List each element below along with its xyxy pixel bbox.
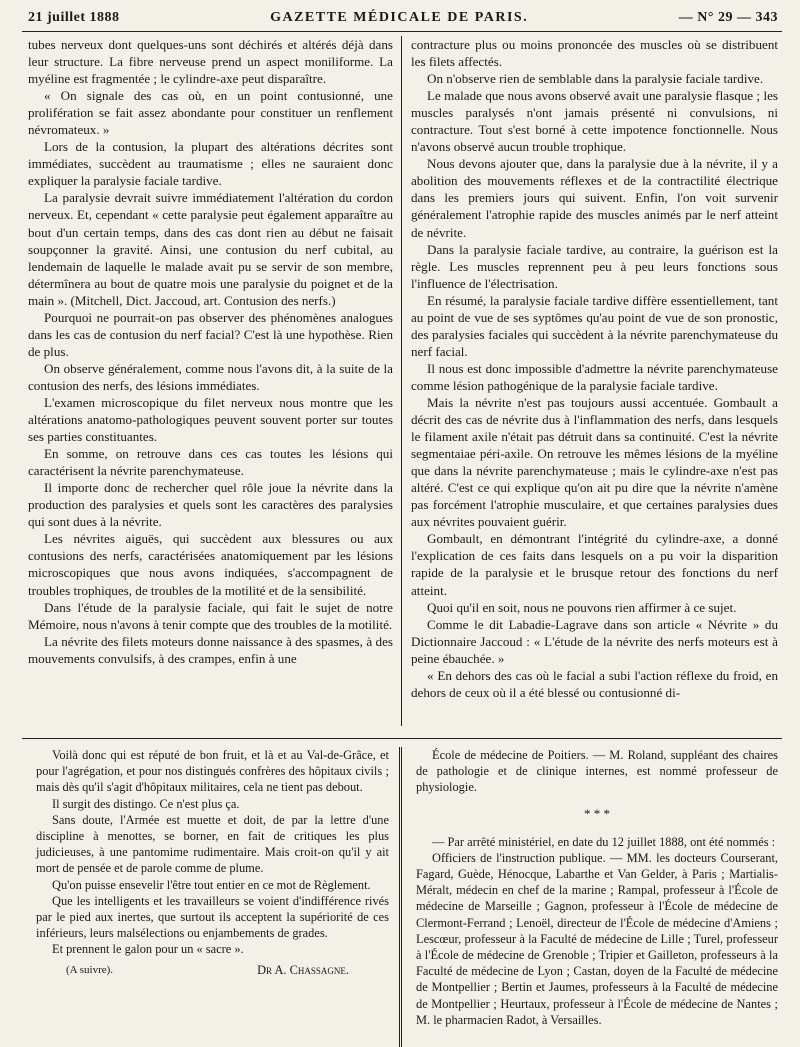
article-columns bbox=[22, 36, 782, 726]
paragraph: tubes nerveux dont quelques-uns sont déchirés et altérés déjà dans leur structure. La fibre nerveuse prend un aspect moniliforme. La myéline est fragmentée ; le cylindre-axe peut disparaître. bbox=[28, 37, 393, 87]
article-column-right bbox=[402, 36, 782, 726]
publication-title: GAZETTE MÉDICALE DE PARIS. bbox=[270, 10, 529, 25]
issue-page bbox=[679, 10, 778, 26]
article-column-left bbox=[22, 36, 402, 726]
paragraph: On observe généralement, comme nous l'avons dit, à la suite de la contusion des nerfs, des lésions immédiates. bbox=[28, 360, 393, 393]
signature-line bbox=[36, 962, 389, 978]
paragraph: « En dehors des cas où le facial a subi l'action réflexe du froid, en dehors de ceux où il a été blessé ou contusionné di- bbox=[411, 667, 778, 700]
paragraph: Comme le dit Labadie-Lagrave dans son article « Névrite » du Dictionnaire Jaccoud : « L'étude de la névrite des nerfs moteurs est à peine ébauchée. » bbox=[411, 616, 778, 666]
paragraph: Dans la paralysie faciale tardive, au contraire, la guérison est la règle. Les muscles reprennent peu à peu leurs fonctions sous l'influence de l'électrisation. bbox=[411, 241, 778, 291]
paragraph: Le malade que nous avons observé avait une paralysie flasque ; les muscles paralysés n'ont jamais présenté ni convulsions, ni contracture. Tout s'est borné à cette impotence fonctionnelle. Nous n'avons observé aucun trouble trophique. bbox=[411, 88, 778, 155]
paragraph: L'examen microscopique du filet nerveux nous montre que les altérations anatomo-pathologiques peuvent souvent porter sur toutes ses parties constituantes. bbox=[28, 394, 393, 445]
paragraph: Quoi qu'il en soit, nous ne pouvons rien affirmer à ce sujet. bbox=[427, 599, 737, 615]
paragraph: Nous devons ajouter que, dans la paralysie due à la névrite, il y a abolition des mouvements réflexes et de la contractilité électrique dans les premiers jours qui suivent. Enfin, l'on voit survenir généralement l'atrophie rapide des muscles animés par le nerf atteint de névrite. bbox=[411, 156, 778, 240]
paragraph: Les névrites aiguës, qui succèdent aux blessures ou aux contusions des nerfs, caractérisées anatomiquement par les lésions microscopiques que nous avons indiquées, s'accompagnent de troubles trophiques, de troubles de la motilité et de la sensibilité. bbox=[28, 531, 393, 598]
paragraph: Officiers de l'instruction publique. — MM. les docteurs Courserant, Fagard, Guède, Hénocque, Labarthe et Van Gelder, à Paris ; Martialis-Méralt, médecin en chef de la marine ; Rampal, professeur à l'École de médecine de Marseille ; Gagnon, professeur à l'École de médecine de Clermont-Ferrand ; Lenoël, directeur de l'École de médecine d'Amiens ; Lescœur, professeur à la Faculté de médecine de Lille ; Turel, professeur à l'École de médecine de Grenoble ; Tripier et Gailleton, professeurs à la Faculté de médecine de Lyon ; Castan, doyen de la Faculté de médecine de Montpellier ; Bertin et Jaumes, professeurs à la Faculté de médecine de Montpellier ; Heurtaux, professeur à l'École de médecine de Nantes ; M. le pharmacien Radot, à Versailles. bbox=[416, 850, 778, 1027]
paragraph: Que les intelligents et les travailleurs se voient d'indifférence rivés par le pied aux inertes, que surtout ils acceptent la supériorité de ces inférieurs, leurs malsélections ou enjambements de grades. bbox=[36, 893, 389, 941]
to-be-continued-note: (A suivre). bbox=[66, 963, 114, 976]
paragraph: — Par arrêté ministériel, en date du 12 juillet 1888, ont été nommés : bbox=[432, 834, 776, 849]
paragraph: Lors de la contusion, la plupart des altérations décrites sont immédiates, succèdent au traumatisme ; elles ne sauraient donc expliquer la paralysie faciale tardive. bbox=[28, 139, 393, 189]
page-number: 343 bbox=[755, 10, 778, 25]
feuilleton-column bbox=[22, 747, 402, 1047]
paragraph: Il surgit des distingo. Ce n'est plus ça. bbox=[52, 796, 240, 811]
paragraph: Sans doute, l'Armée est muette et doit, de par la lettre d'une discipline à menottes, se borner, en fait de critiques les plus judicieuses, à une pantomime rudimentaire. Mais croit-on qu'il y ait mort de pensée et de parole comme de plume. bbox=[36, 812, 389, 876]
lower-columns bbox=[22, 747, 782, 1047]
section-divider bbox=[22, 738, 782, 739]
issue-number: — N° 29 — bbox=[678, 10, 752, 25]
paragraph: Il nous est donc impossible d'admettre la névrite parenchymateuse comme lésion pathogénique de la paralysie faciale tardive. bbox=[411, 360, 778, 393]
paragraph: Qu'on puisse ensevelir l'être tout entier en ce mot de Règlement. bbox=[52, 877, 371, 892]
paragraph: Et prennent le galon pour un « sacre ». bbox=[52, 942, 244, 957]
paragraph: Dans l'étude de la paralysie faciale, qui fait le sujet de notre Mémoire, nous n'avons à tenir compte que des troubles de la motilité. bbox=[28, 599, 393, 632]
issue-date: 21 juillet 1888 bbox=[28, 10, 120, 25]
paragraph: Voilà donc qui est réputé de bon fruit, et là et au Val-de-Grâce, et pour l'agrégation, et pour nos distingués confrères des hôpitaux civils ; mais dès qu'il s'agit d'hôpitaux militaires, cela ne tient pas debout. bbox=[36, 748, 389, 795]
section-stars: * * * bbox=[584, 805, 610, 821]
paragraph: Il importe donc de rechercher quel rôle joue la névrite dans la production des paralysies et quels sont les caractères des paralysies qui sont dues à la névrite. bbox=[28, 480, 393, 530]
paragraph: Mais la névrite n'est pas toujours aussi accentuée. Gombault a décrit des cas de névrite dus à l'inflammation des nerfs, dans lesquels le filament axile n'était pas détruit dans sa continuité. C'est la névrite segmentaiae péri-axile. On retrouve les mêmes lésions de la myéline que dans la névrite parenchymateuse ; mais le cylindre-axe n'est pas altéré. C'est ce qui explique qu'on ait pu dire que la névrite n'amène pas forcément l'atrophie musculaire, et que certaines paralysies dues aux névrites pouvaient guérir. bbox=[411, 394, 778, 530]
page-header bbox=[22, 10, 782, 32]
paragraph: La paralysie devrait suivre immédiatement l'altération du cordon nerveux. Et, cependant « cette paralysie peut également apparaître au bout d'un certain temps, dans des cas dont rien au début ne faisait soupçonner la gravité. Ainsi, une contusion du nerf cubital, au lendemain de laquelle le malade avait pu se servir de son membre, détermînera au bout de quatre mois une paralysie du poignet et de la main ». (Mitchell, Dict. Jaccoud, art. Contusion des nerfs.) bbox=[28, 190, 393, 308]
paragraph: contracture plus ou moins prononcée des muscles où se distribuent les filets affectés. bbox=[411, 37, 778, 70]
paragraph: « On signale des cas où, en un point contusionné, une prolifération se fait assez abondante pour constituer un renflement névromateux. » bbox=[28, 88, 393, 138]
paragraph: Pourquoi ne pourrait-on pas observer des phénomènes analogues dans les cas de contusion du nerf facial? C'est là une hypothèse. Rien de plus. bbox=[28, 309, 393, 359]
paragraph: Gombault, en démontrant l'intégrité du cylindre-axe, a donné l'explication de ces faits dans lesquels on a pu voir la disparition rapide de la paralysie et le brusque retour des fonctions du nerf atteint. bbox=[411, 531, 778, 598]
author-signature: Dr A. Chassagne. bbox=[257, 962, 349, 977]
paragraph: On n'observe rien de semblable dans la paralysie faciale tardive. bbox=[427, 71, 764, 87]
news-column bbox=[402, 747, 782, 1047]
paragraph: En somme, on retrouve dans ces cas toutes les lésions qui caractérisent la névrite parenchymateuse. bbox=[28, 446, 393, 479]
paragraph: En résumé, la paralysie faciale tardive diffère essentiellement, tant au point de vue de ses syptômes qu'au point de vue de son pronostic, des paralysies faciales qui succèdent à la névrite parenchymateuse du nerf facial. bbox=[411, 292, 778, 359]
paragraph: La névrite des filets moteurs donne naissance à des spasmes, à des mouvements convulsifs, à des crampes, enfin à une bbox=[28, 633, 393, 666]
paragraph: École de médecine de Poitiers. — M. Roland, suppléant des chaires de pathologie et de clinique internes, est nommé professeur de physiologie. bbox=[416, 748, 778, 795]
